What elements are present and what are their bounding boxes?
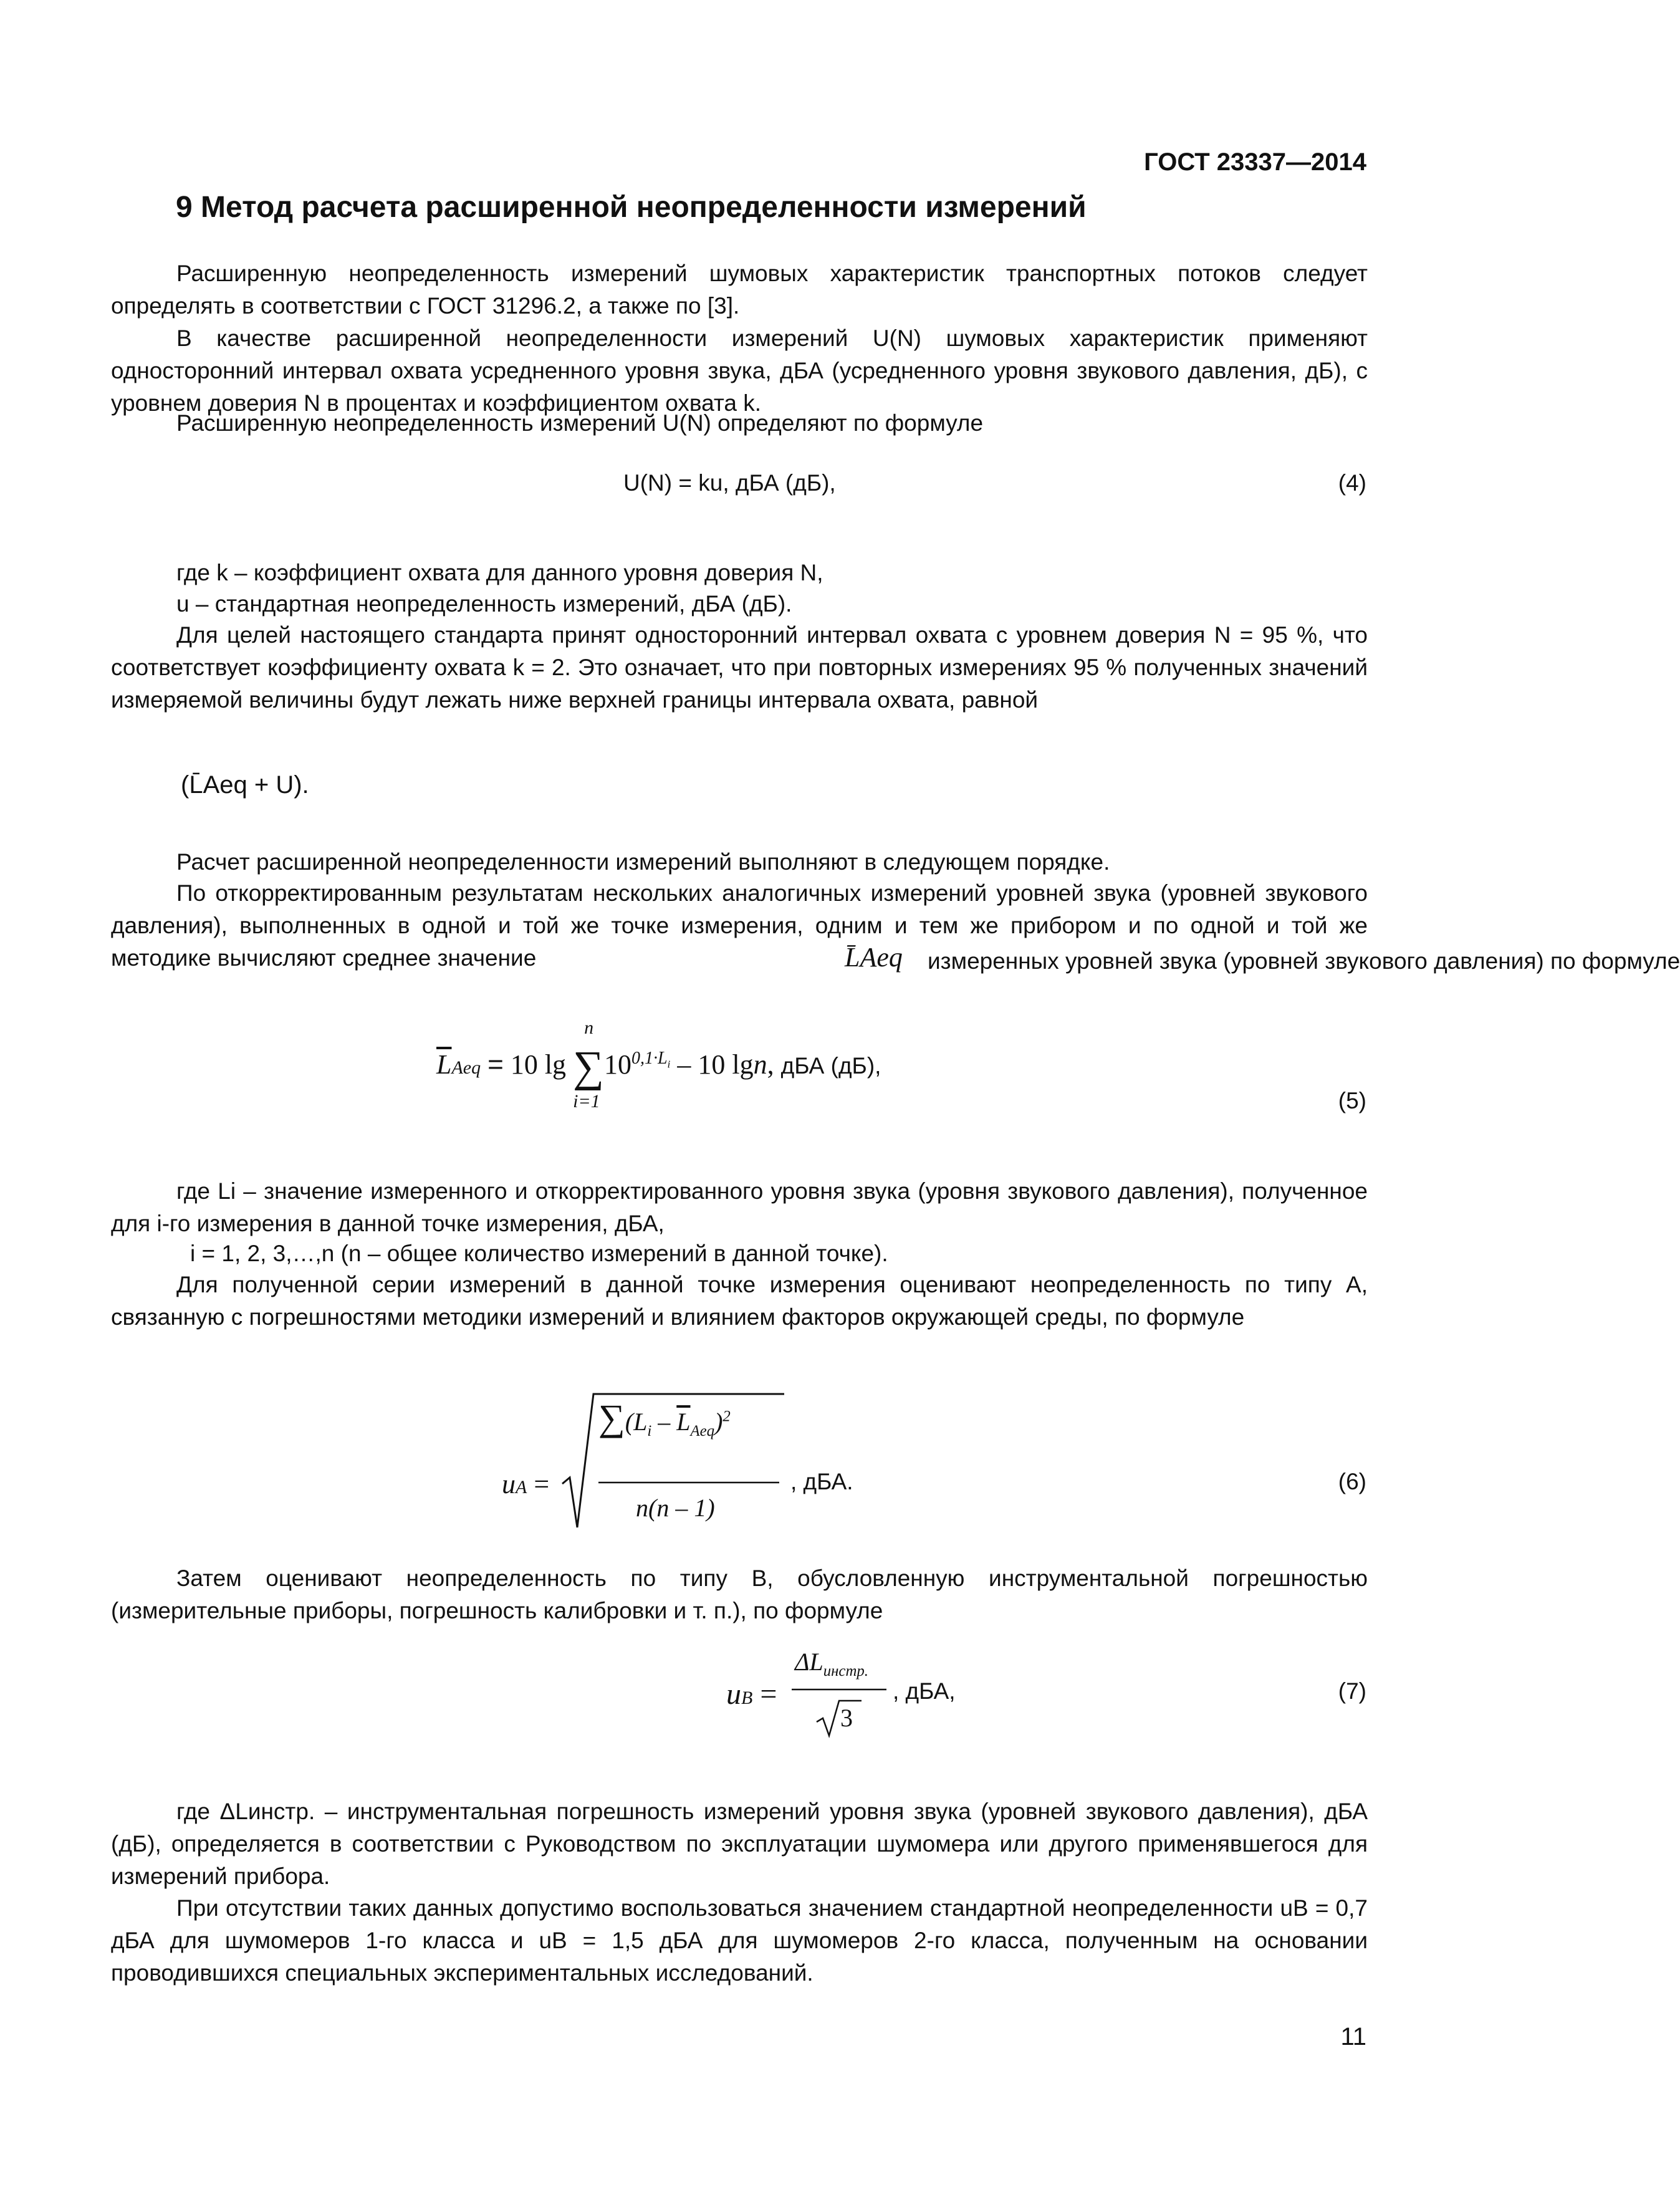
paragraph-tail: измеренных уровней звука (уровней звукового давления) по формуле	[928, 948, 1680, 974]
paragraph: Для полученной серии измерений в данной точке измерения оценивают неопределенность по типу А, связанную с погрешностями методики измерений и влиянием факторов окружающей среды, по формуле	[111, 1272, 1368, 1330]
section-title: 9 Метод расчета расширенной неопределенности измерений	[176, 191, 1087, 224]
document-page: ГОСТ 23337—2014 9 Метод расчета расширенной неопределенности измерений Расширенную неопределенность измерений шумовых характеристик транспортных потоков следует определять в соответствии с ГОСТ 31296.2, а также по [3]. В качестве расширенной неопределенности измерений U(N) шумовых характеристик применяют односторонний интервал охвата усредненного уровня звука, дБА (усредненного уровня звукового давления, дБ), с уровнем доверия N в процентах и коэффициентом охвата k. Расширенную неопределенность измерений U(N) определяют по формуле U(N) = ku, дБА (дБ), (4) где k – коэффициент охвата для данного уровня доверия N, u – стандартная неопределенность измерений, дБА (дБ). Для целей настоящего стандарта принят односторонний интервал охвата с уровнем доверия N = 95 %, что соответствует коэффициенту охвата k = 2. Это означает, что при повторных измерениях 95 % полученных значений измеряемой величины будут лежать ниже верхней границы интервала охвата, равной (L̄Aeq + U). Расчет расширенной неопределенности измерений выполняют в следующем порядке. По откорректированным результатам нескольких аналогичных измерений уровней звука (уровней звукового давления), выполненных в одной и той же точке измерения, одним и тем же прибором и по одной и той же методике вычисляют среднее значение L̄Aeq измеренных уровней звука (уровней звукового давления) по формуле $\overline{L}Aeq = 10$ lg ∑ n i=1 $10^{0,1\cdot L_i} - 10$ lgn, дБА (дБ), (5) где Li – значение измеренного и откорректированного уровня звука (уровня звукового давления), полученное для i-го измерения в данной точке измерения, дБА, i = 1, 2, 3,…,n (n – общее количество измерений в данной точке). Для полученной серии измерений в данной точке измерения оценивают неопределенность по типу А, связанную с погрешностями методики измерений и влиянием факторов окружающей среды, по формуле uA = $\sum(L_i - \overline{L}_{Aeq})^2$ n(n – 1) , дБА. (6) Затем оценивают неопределенность по типу В, обусловленную инструментальной погрешностью (измерительные приборы, погрешность калибровки и т. п.), по формуле uB = $\Delta L_{инстр.}$ 3 , дБА, (7) где ΔLинстр. – инструментальная погрешность измерений уровня звука (уровней звукового давления), дБА (дБ), определяется в соответствии с Руководством по эксплуатации шумомера или другого применявшегося для измерений прибора. При отсутствии таких данных допустимо воспользоваться значением стандартной неопределенности uB = 0,7 дБА для шумомеров 1-го класса и uB = 1,5 дБА для шумомеров 2-го класса, полученным на основании проводившихся специальных экспериментальных исследований. 11	[111, 148, 1680, 2050]
page-number: 11	[1340, 2023, 1366, 2050]
equation-number: (6)	[1338, 1469, 1366, 1494]
paragraph: где ΔLинстр. – инструментальная погрешность измерений уровня звука (уровней звукового давления), дБА (дБ), определяется в соответствии с Руководством по эксплуатации шумомера или другого применявшегося для измерений прибора.	[111, 1799, 1368, 1889]
paragraph: По откорректированным результатам нескольких аналогичных измерений уровней звука (уровней звукового давления), выполненных в одной и той же точке измерения, одним и тем же прибором и по одной и той же методике вычисляют среднее значение	[111, 880, 1368, 971]
where-i: i = 1, 2, 3,…,n (n – общее количество измерений в данной точке).	[190, 1241, 888, 1266]
equation-number: (4)	[1338, 470, 1366, 496]
paragraph: Расчет расширенной неопределенности измерений выполняют в следующем порядке.	[176, 849, 1110, 875]
paragraph: При отсутствии таких данных допустимо воспользоваться значением стандартной неопределенности uB = 0,7 дБА для шумомеров 1-го класса и uB = 1,5 дБА для шумомеров 2-го класса, полученным на основании проводившихся специальных экспериментальных исследований.	[111, 1895, 1368, 1986]
where-k: где k – коэффициент охвата для данного уровня доверия N,	[176, 560, 823, 585]
bound-formula: (L̄Aeq + U).	[181, 771, 309, 799]
paragraph: В качестве расширенной неопределенности измерений U(N) шумовых характеристик применяют односторонний интервал охвата усредненного уровня звука, дБА (усредненного уровня звукового давления, дБ), с уровнем доверия N в процентах и коэффициентом охвата k.	[111, 325, 1368, 416]
where-u: u – стандартная неопределенность измерений, дБА (дБ).	[176, 591, 792, 617]
paragraph: Расширенную неопределенность измерений шумовых характеристик транспортных потоков следует определять в соответствии с ГОСТ 31296.2, а также по [3].	[111, 261, 1368, 319]
inline-laeq: L̄Aeq	[845, 942, 903, 973]
paragraph: Для целей настоящего стандарта принят односторонний интервал охвата с уровнем доверия N = 95 %, что соответствует коэффициенту охвата k = 2. Это означает, что при повторных измерениях 95 % полученных значений измеряемой величины будут лежать ниже верхней границы интервала охвата, равной	[111, 622, 1368, 713]
equation-number: (7)	[1338, 1678, 1366, 1704]
equation-number: (5)	[1338, 1088, 1366, 1113]
standard-header: ГОСТ 23337—2014	[1144, 148, 1366, 176]
paragraph: Расширенную неопределенность измерений U(N) определяют по формуле	[176, 410, 984, 436]
paragraph: Затем оценивают неопределенность по типу В, обусловленную инструментальной погрешностью (измерительные приборы, погрешность калибровки и т. п.), по формуле	[111, 1565, 1368, 1623]
paragraph: где Li – значение измеренного и откорректированного уровня звука (уровня звукового давления), полученное для i-го измерения в данной точке измерения, дБА,	[111, 1178, 1368, 1236]
formula-5: $\overline{L}Aeq = 10$ lg ∑ n i=1 $10^{0,1\cdot L_i} - 10$ lgn, дБА (дБ),	[436, 1017, 881, 1112]
formula-4: U(N) = ku, дБА (дБ),	[623, 470, 836, 496]
